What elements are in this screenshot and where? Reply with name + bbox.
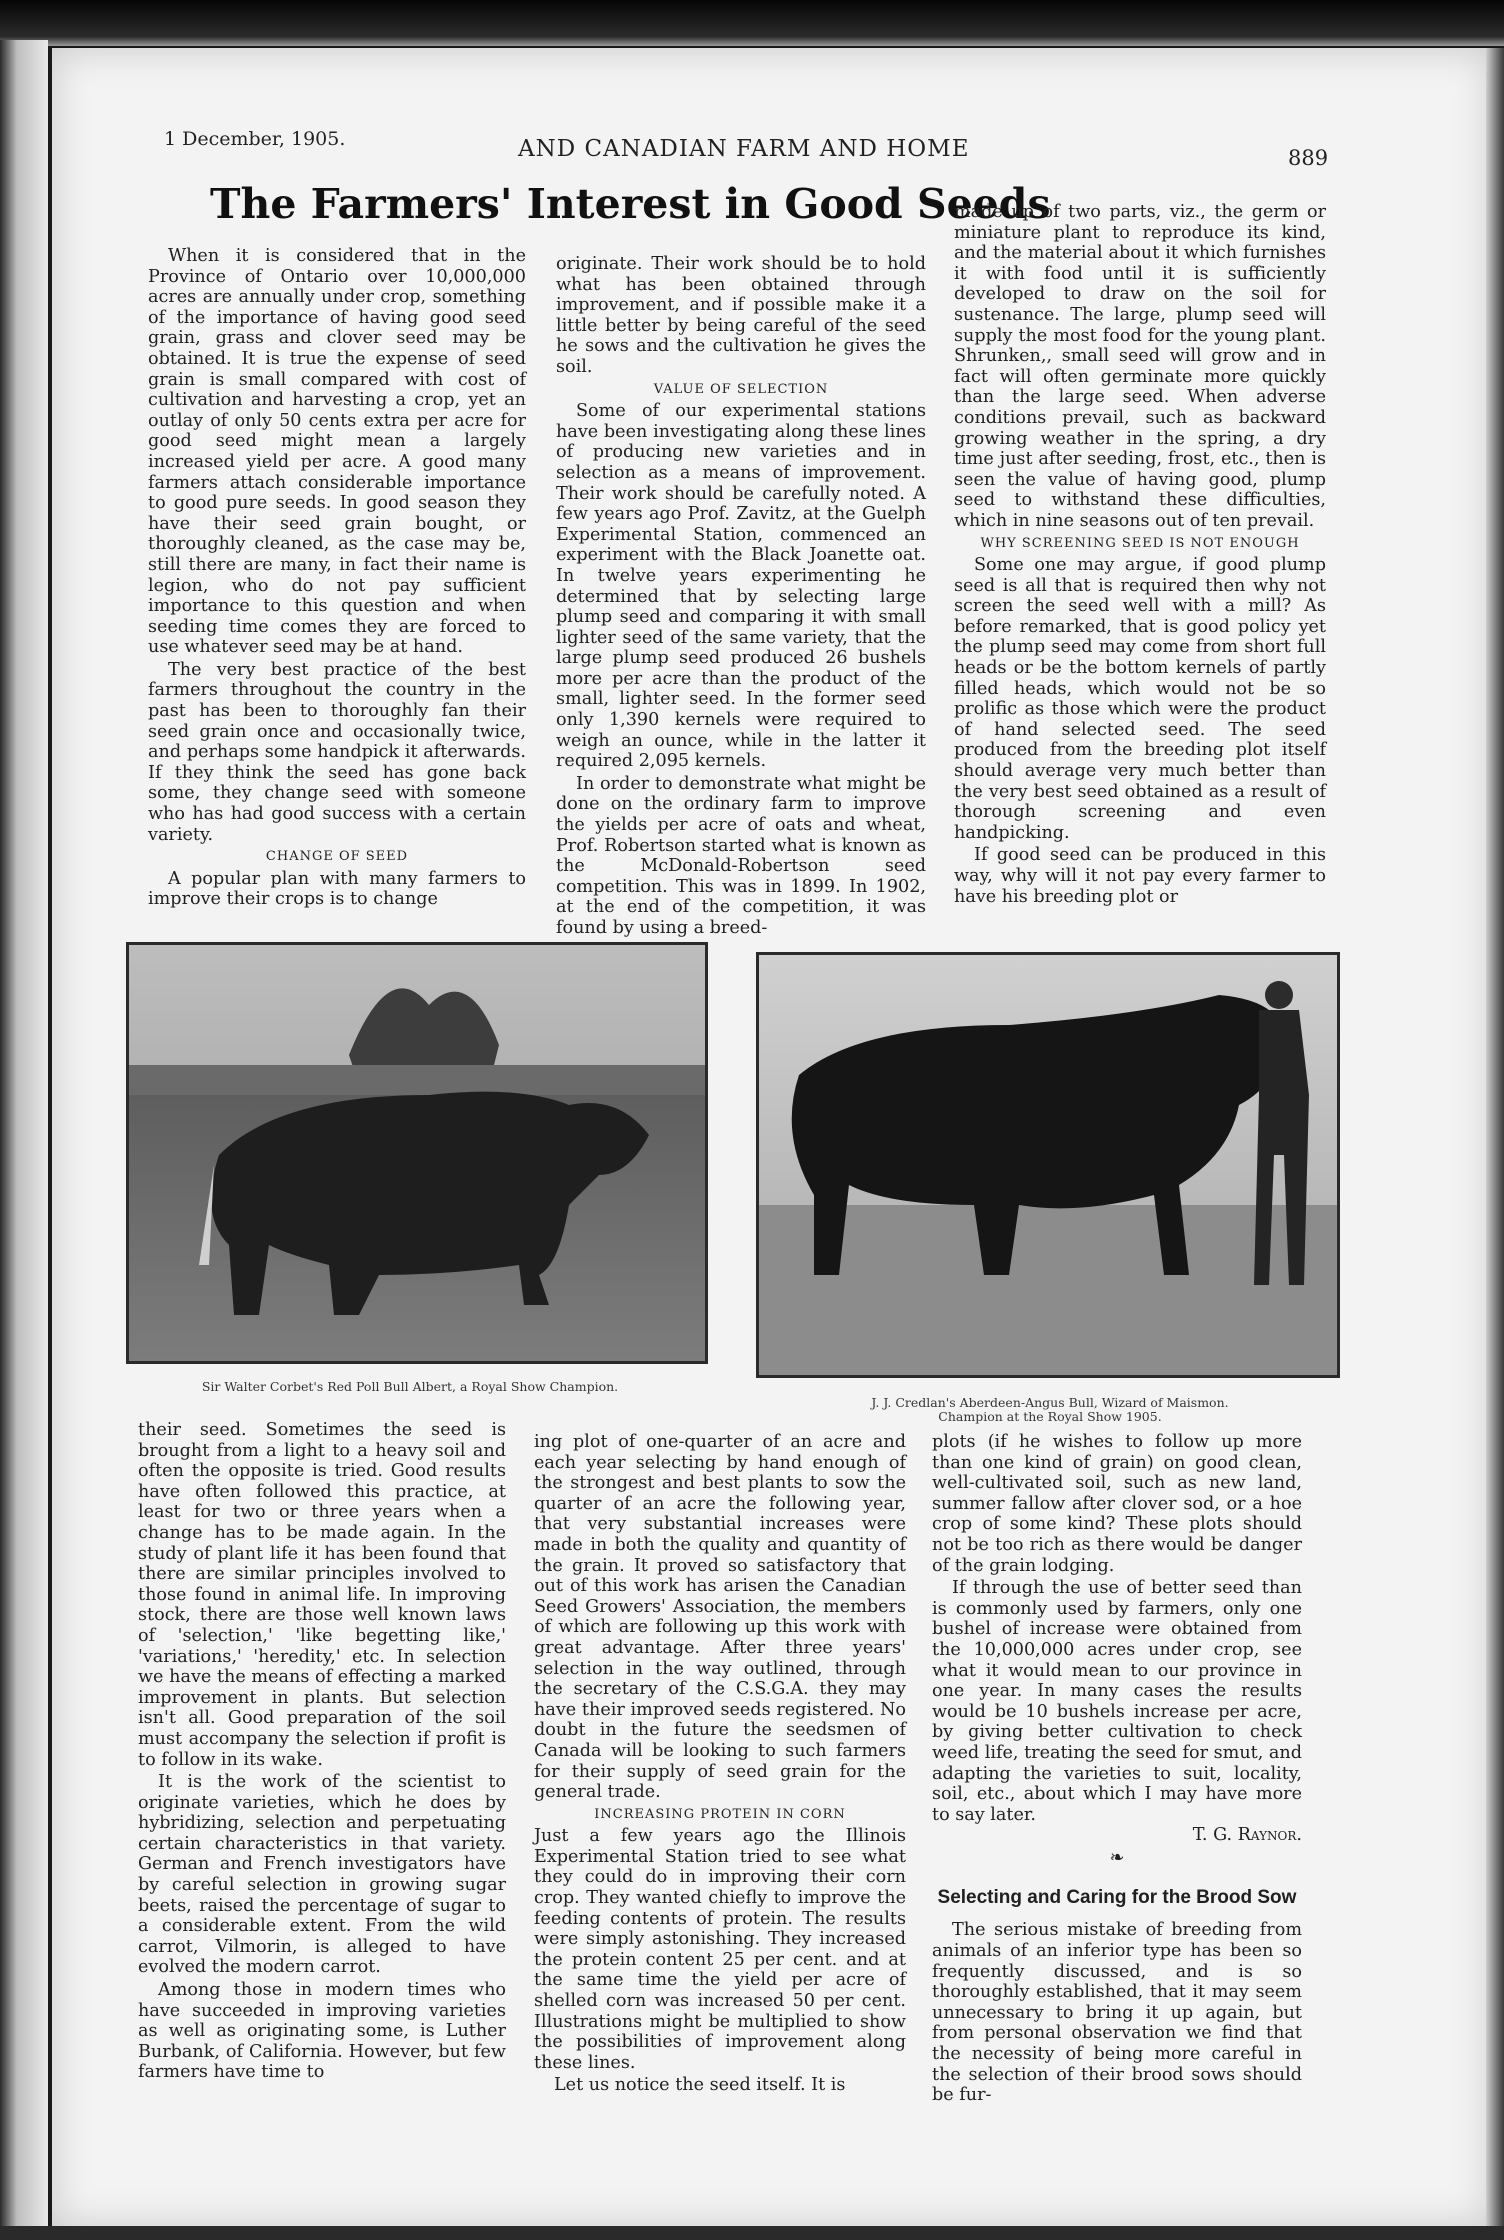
scan-right-edge [1486, 48, 1504, 2238]
paragraph: originate. Their work should be to hold what has been obtained through improvement, and if possible make it a little better by being careful of the seed he sows and the cultivation he gives the soil. [556, 254, 926, 377]
header-publication: AND CANADIAN FARM AND HOME [518, 136, 970, 162]
header-page-number: 889 [1288, 146, 1329, 170]
section-heading: WHY SCREENING SEED IS NOT ENOUGH [980, 535, 1300, 551]
paragraph: Among those in modern times who have succeeded in improving varieties as well as originating some, is Luther Burbank, of California. However, but few farmers have time to [138, 1980, 506, 2083]
caption-right-line-2: Champion at the Royal Show 1905. [938, 1409, 1162, 1424]
paragraph: Just a few years ago the Illinois Experimental Station tried to see what they could do in improving their corn crop. They wanted chiefly to improve the feeding contents of protein. The results were simply astonishing. They increased the protein content 25 per cent. and at the same time the yield per acre of shelled corn was increased 50 per cent. Illustrations might be multiplied to show the possibilities of improvement along these lines. [534, 1826, 906, 2073]
scan-spine [0, 40, 48, 2240]
paragraph: When it is considered that in the Province of Ontario over 10,000,000 acres are annually under crop, something of the importance of having good seed grain, grass and clover seed may be obtained. It is true the expense of seed grain is small compared with cost of cultivation and harvesting a crop, yet an outlay of only 50 cents extra per acre for good seed might mean a largely increased yield per acre. A good many farmers attach considerable importance to good pure seeds. In good season they have their seed grain bought, or thoroughly cleaned, as the case may be, still there are many, in fact their name is legion, who do not pay sufficient importance to this question and when seeding time comes they are forced to use whatever seed may be at hand. [148, 246, 526, 658]
column-2 [556, 254, 926, 939]
photo-red-poll-bull [126, 942, 708, 1364]
caption-left-photo: Sir Walter Corbet's Red Poll Bull Albert, a Royal Show Champion. [201, 1379, 619, 1394]
paragraph: plots (if he wishes to follow up more than one kind of grain) on good clean, well-cultivated soil, such as new land, summer fallow after clover sod, or a hoe crop of some kind? These plots should not be too rich as there would be danger of the grain lodging. [932, 1432, 1302, 1576]
paragraph: A popular plan with many farmers to improve their crops is to change [148, 868, 526, 910]
section-heading: INCREASING PROTEIN IN CORN [594, 1806, 846, 1822]
column-6 [932, 1432, 1302, 2106]
header-date: 1 December, 1905. [164, 128, 346, 150]
article-subheadline: Selecting and Caring for the Brood Sow [937, 1887, 1297, 1909]
paragraph: ing plot of one-quarter of an acre and each year selecting by hand enough of the strongest and best plants to sow the quarter of an acre the following year, that very substantial increases were made in both the quality and quantity of the grain. It proved so satisfactory that out of this work has arisen the Canadian Seed Growers' Association, the members of which are following up this work with great advantage. After three years' selection in the way outlined, through the secretary of the C.S.G.A. they may have their improved seeds registered. No doubt in the future the seedsmen of Canada will be looking to such farmers for their supply of seed grain for the general trade. [534, 1432, 906, 1803]
column-5 [534, 1432, 906, 2096]
paragraph: made up of two parts, viz., the germ or miniature plant to reproduce its kind, and the material about it which furnishes it with food until it is sufficiently developed to draw on the soil for sustenance. The large, plump seed will supply the most food for the young plant. Shrunken,, small seed will grow and in fact will often germinate more quickly than the large seed. When adverse conditions prevail, such as backward growing weather in the spring, a dry time just after seeding, frost, etc., then is seen the value of having good, plump seed to withstand these difficulties, which in nine seasons out of ten prevail. [954, 202, 1326, 531]
paragraph: If good seed can be produced in this way, why will it not pay every farmer to have his breeding plot or [954, 845, 1326, 907]
paragraph: The serious mistake of breeding from animals of an inferior type has been so frequently discussed, and is so thoroughly established, that it may seem unnecessary to bring it up again, but from personal observation we find that the necessity of being more careful in the selection of their brood sows should be fur- [932, 1920, 1302, 2106]
scan-bottom-edge [0, 2226, 1504, 2240]
caption-right-photo [770, 1396, 1330, 1424]
paragraph: It is the work of the scientist to originate varieties, which he does by hybridizing, selection and perpetuating certain characteristics in that variety. German and French investigators have by careful selection in growing sugar beets, raised the percentage of sugar to a considerable extent. From the wild carrot, Vilmorin, is alleged to have evolved the modern carrot. [138, 1772, 506, 1978]
scan-top-border [0, 0, 1504, 46]
paragraph: In order to demonstrate what might be done on the ordinary farm to improve the yields per acre of oats and wheat, Prof. Robertson started what is known as the McDonald-Robertson seed competition. This was in 1899. In 1902, at the end of the competition, it was found by using a breed- [556, 773, 926, 938]
paragraph: Let us notice the seed itself. It is [554, 2075, 846, 2096]
section-heading: VALUE OF SELECTION [653, 381, 829, 397]
paragraph: Some of our experimental stations have been investigating along these lines of producing new varieties and in selection as a means of improvement. Their work should be carefully noted. A few years ago Prof. Zavitz, at the Guelph Experimental Station, commenced an experiment with the Black Joanette oat. In twelve years experimenting he determined that by selecting large plump seed and comparing it with small lighter seed of the same variety, that the large plump seed produced 26 bushels more per acre than the product of the small, lighter seed. In the former seed only 1,390 kernels were required to weigh an ounce, while in the latter it required 2,095 kernels. [556, 401, 926, 772]
paragraph: If through the use of better seed than is commonly used by farmers, only one bushel of increase were obtained from the 10,000,000 acres under crop, see what it would mean to our province in one year. In many cases the results would be 10 bushels increase per acre, by giving better cultivation to check weed life, treating the seed for smut, and adapting the varieties to suit, locality, soil, etc., about which I may have more to say later. [932, 1578, 1302, 1825]
paragraph: The very best practice of the best farmers throughout the country in the past has been to thoroughly fan their seed grain once and occasionally twice, and perhaps some handpick it afterwards. If they think the seed has gone back some, they change seed with someone who has had good success with a certain variety. [148, 659, 526, 845]
column-3 [954, 202, 1326, 907]
column-1 [148, 246, 526, 910]
paragraph: Some one may argue, if good plump seed is all that is required then why not screen the seed well with a mill? As before remarked, that is good policy yet the plump seed may come from short full heads or be the bottom kernels of partly filled heads, which would not be so prolific as those which were the product of hand selected seed. The seed produced from the breeding plot itself should average very much better than the very best seed obtained as a result of thorough screening and even handpicking. [954, 555, 1326, 843]
author-signature: T. G. Raynor. [1192, 1825, 1302, 1846]
photo-aberdeen-angus-bull [756, 952, 1340, 1378]
article-headline: The Farmers' Interest in Good Seeds [210, 180, 1051, 228]
section-heading: CHANGE OF SEED [265, 849, 409, 865]
caption-right-line-1: J. J. Credlan's Aberdeen-Angus Bull, Wizard of Maismon. [871, 1395, 1229, 1410]
paragraph: their seed. Sometimes the seed is brought from a light to a heavy soil and often the opposite is tried. Good results have often followed this practice, at least for two or three years when a change has to be made again. In the study of plant life it has been found that there are similar principles involved to those found in animal life. In improving stock, there are those well known laws of 'selection,' 'like begetting like,' 'variations,' 'heredity,' etc. In selection we have the means of effecting a marked improvement in plants. But selection isn't all. Good preparation of the soil must accompany the selection if profit is to follow in its wake. [138, 1420, 506, 1770]
column-4 [138, 1420, 506, 2083]
ornament-icon: ❧ [1109, 1847, 1125, 1868]
